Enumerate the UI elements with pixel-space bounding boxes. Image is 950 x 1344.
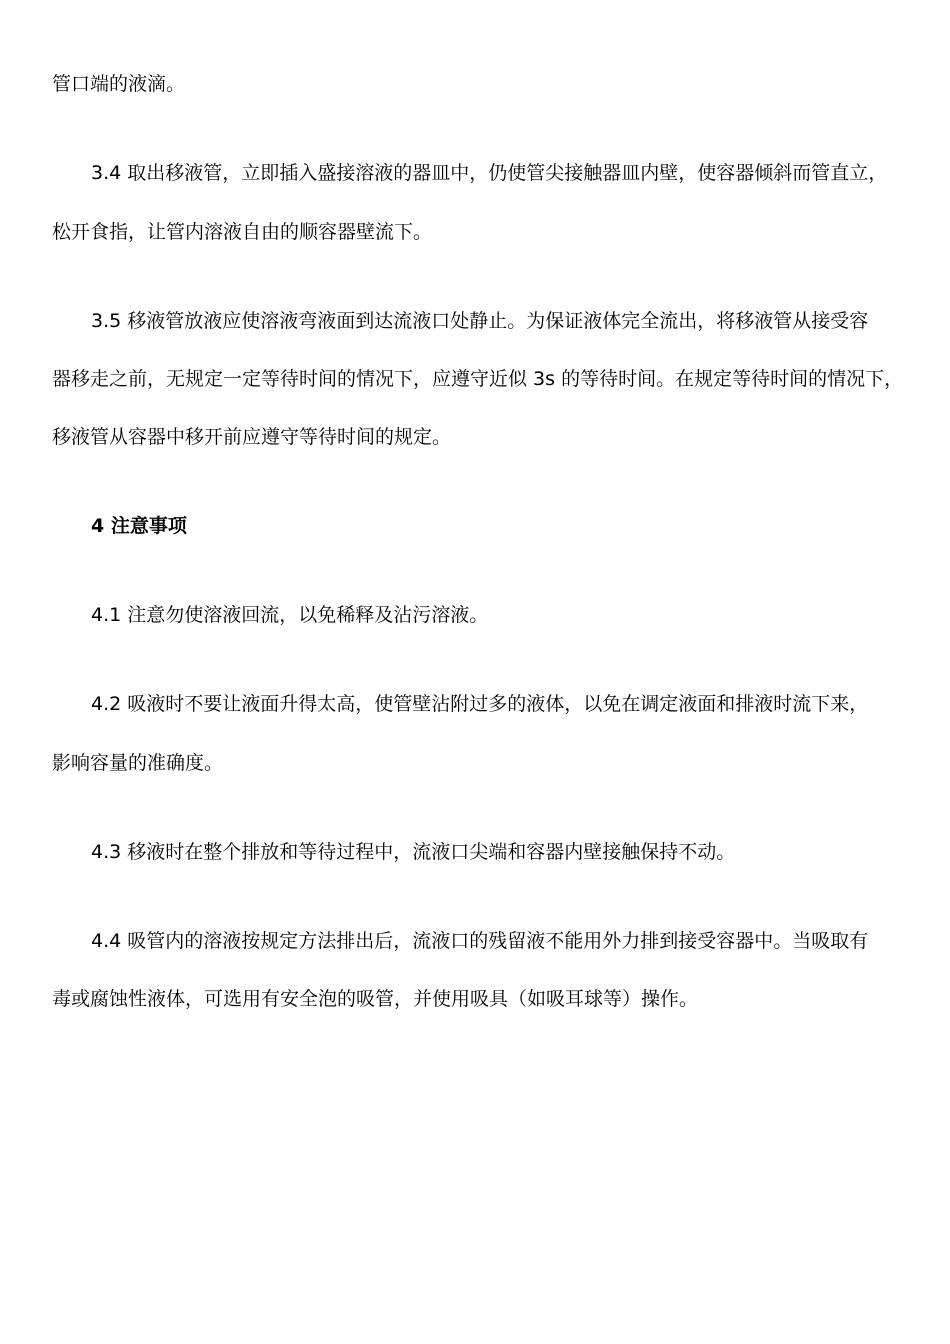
paragraph-line: 毒或腐蚀性液体，可选用有安全泡的吸管，并使用吸具（如吸耳球等）操作。 bbox=[52, 988, 699, 1010]
paragraph-line: 4.2 吸液时不要让液面升得太高，使管壁沾附过多的液体，以免在调定液面和排液时流下来， bbox=[91, 693, 869, 715]
paragraph-line: 3.4 取出移液管，立即插入盛接溶液的器皿中，仍使管尖接触器皿内壁，使容器倾斜而管直立， bbox=[91, 162, 888, 184]
paragraph-line: 4.4 吸管内的溶液按规定方法排出后，流液口的残留液不能用外力排到接受容器中。当吸取有 bbox=[91, 930, 869, 952]
paragraph-line: 3.5 移液管放液应使溶液弯液面到达流液口处静止。为保证液体完全流出，将移液管从接受容 bbox=[91, 310, 869, 332]
paragraph-line: 器移走之前，无规定一定等待时间的情况下，应遵守近似 3s 的等待时间。在规定等待时间的情况下， bbox=[52, 368, 904, 390]
paragraph-line: 管口端的液滴。 bbox=[52, 73, 186, 95]
paragraph-line: 4.3 移液时在整个排放和等待过程中，流液口尖端和容器内壁接触保持不动。 bbox=[91, 841, 736, 863]
section-heading: 4 注意事项 bbox=[91, 515, 187, 537]
paragraph-line: 影响容量的准确度。 bbox=[52, 752, 224, 774]
paragraph-line: 4.1 注意勿使溶液回流，以免稀释及沾污溶液。 bbox=[91, 604, 489, 626]
paragraph-line: 移液管从容器中移开前应遵守等待时间的规定。 bbox=[52, 426, 452, 448]
paragraph-line: 松开食指，让管内溶液自由的顺容器壁流下。 bbox=[52, 221, 433, 243]
